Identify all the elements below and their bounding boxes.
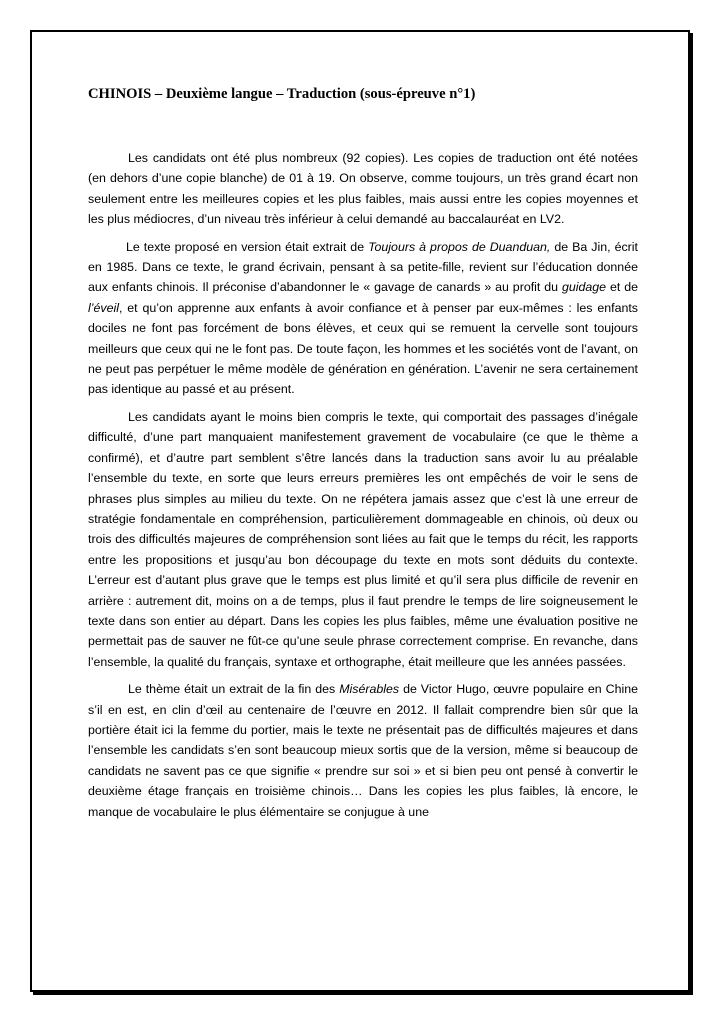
paragraph-version xyxy=(88,237,638,400)
paragraph-theme-part1: Le thème était un extrait de la fin des xyxy=(128,682,340,697)
term-guidage: guidage xyxy=(561,280,607,295)
document-body xyxy=(88,148,638,829)
paragraph-version-part4: , et qu’on apprenne aux enfants à avoir confiance et à penser par eux-mêmes : les enfants dociles ne font pas forcément de bons élèves, et ceux qui se remuent la cervelle sont toujours meilleurs que ceux qui ne le font pas. De toute façon, les hommes et les sociétés vont de l’avant, on ne peut pas perpétuer le même modèle de génération en génération. L’avenir ne sera certainement pas identique au passé et au présent. xyxy=(88,300,638,397)
paragraph-version-part3: et de xyxy=(606,280,638,295)
paragraph-comprehension: Les candidats ayant le moins bien compris le texte, qui comportait des passages d’inégale difficulté, d’une part manquaient manifestement gravement de vocabulaire (ce que le thème a confirmé), et d’autre part semblent s’être lancés dans la traduction sans avoir lu au préalable l’ensemble du texte, en sorte que leurs erreurs premières les ont empêchés de voir le sens de phrases plus simples au milieu du texte. On ne répétera jamais assez que c’est là une erreur de stratégie fondamentale en compréhension, particulièrement dommageable en chinois, où deux ou trois des difficultés majeures de compréhension sont liées au fait que le temps du récit, les rapports entre les propositions et jusqu’au bon découpage du texte en mots sont déduits du contexte. L’erreur est d’autant plus grave que le temps est plus limité et qu’il sera plus difficile de revenir en arrière : autrement dit, moins on a de temps, plus il faut prendre le temps de lire soigneusement le texte dans son entier au départ. Dans les copies les plus faibles, même une évaluation positive ne permettait pas de sauver ne fût-ce qu’une seule phrase correctement comprise. En revanche, dans l’ensemble, la qualité du français, syntaxe et orthographe, était meilleure que les années passées. xyxy=(88,409,638,669)
paragraph-theme xyxy=(88,679,638,822)
paragraph-version-part2: de Ba Jin, écrit en 1985. Dans ce texte, le grand écrivain, pensant à sa petite-fille, revient sur l’éducation donnée aux enfants chinois. Il préconise d’abandonner le « gavage de canards » au profit du xyxy=(88,239,638,295)
paragraph-version-part1: Le texte proposé en version était extrait de xyxy=(126,239,369,254)
document-title: CHINOIS – Deuxième langue – Traduction (sous-épreuve n°1) xyxy=(88,86,476,102)
paragraph-theme-part2: de Victor Hugo, œuvre populaire en Chine s’il en est, en clin d’œil au centenaire de l’œuvre en 2012. Il fallait comprendre bien sûr que la portière était ici la femme du portier, mais le texte ne présentait pas de difficultés majeures et dans l’ensemble les candidats s’en sont beaucoup mieux sortis que de la version, même si beaucoup de candidats ne savent pas ce que signifie « prendre sur soi » et si bien peu ont pensé à convertir le deuxième étage français en troisième chinois… Dans les copies les plus faibles, là encore, le manque de vocabulaire le plus élémentaire se conjugue à une xyxy=(88,682,638,819)
theme-work-title: Misérables xyxy=(339,682,400,697)
paragraph-intro: Les candidats ont été plus nombreux (92 copies). Les copies de traduction ont été notées (en dehors d’une copie blanche) de 01 à 19. On observe, comme toujours, un très grand écart non seulement entre les meilleures copies et les plus faibles, mais aussi entre les copies moyennes et les plus médiocres, d’un niveau très inférieur à celui demandé au baccalauréat en LV2. xyxy=(88,151,638,227)
term-eveil: l’éveil xyxy=(88,300,119,315)
version-work-title: Toujours à propos de Duanduan, xyxy=(368,239,551,254)
